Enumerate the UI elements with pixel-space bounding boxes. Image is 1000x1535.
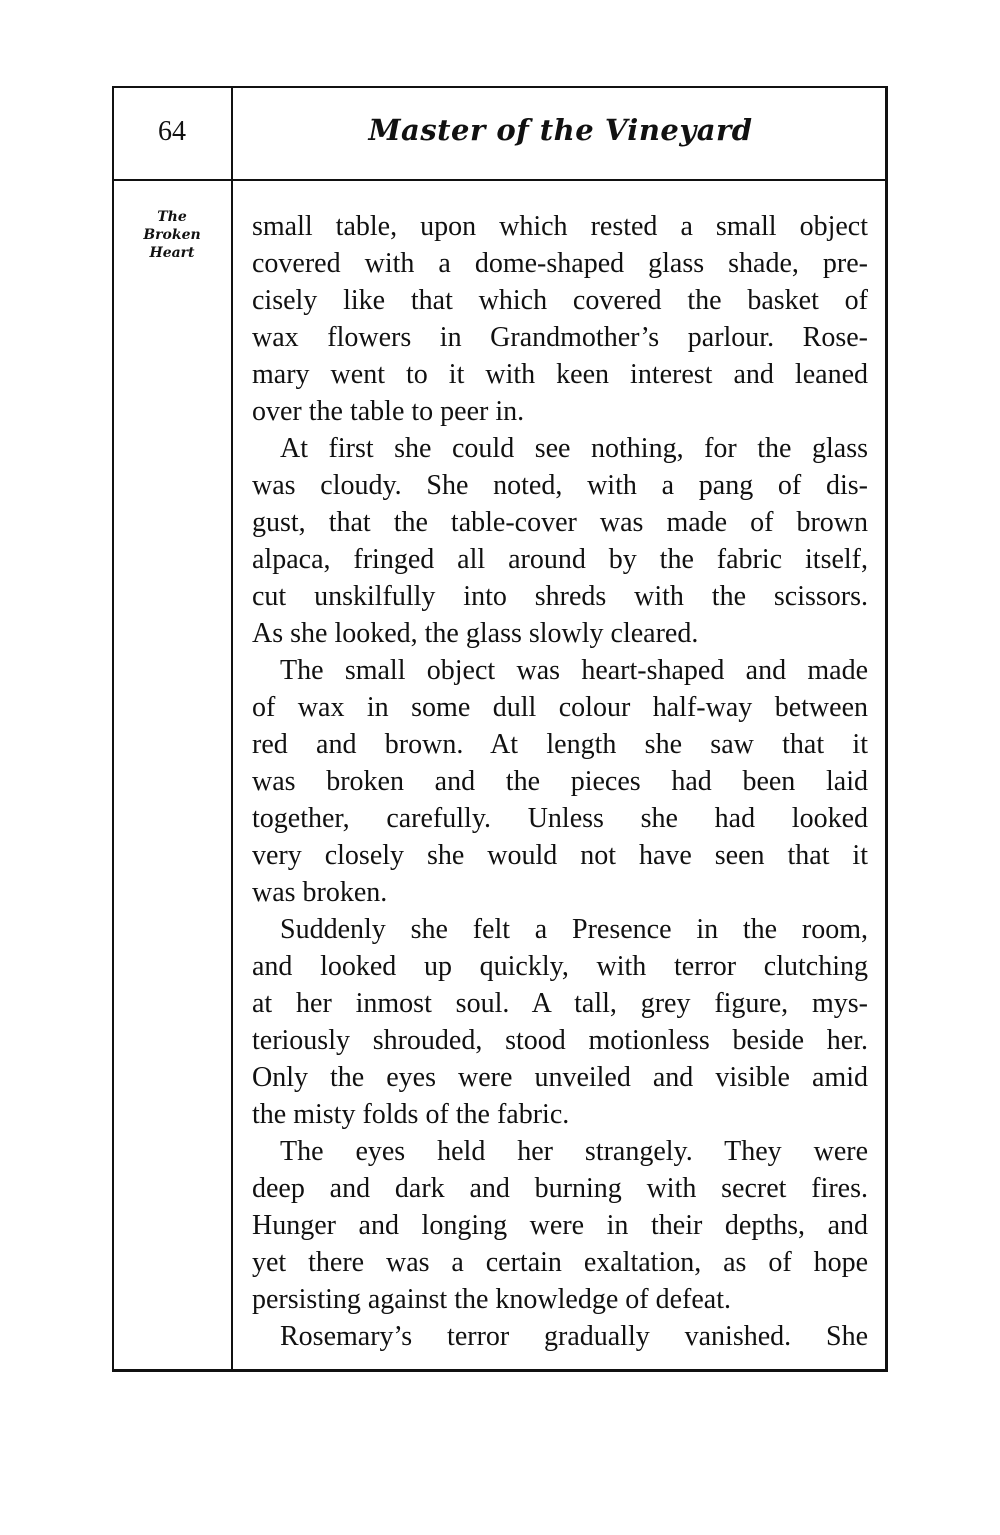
body-text (252, 208, 868, 1355)
text-line: gust, that the table-cover was made of brown (252, 507, 868, 538)
text-line: Hunger and longing were in their depths, and (252, 1210, 868, 1241)
text-line: red and brown. At length she saw that it (252, 729, 868, 760)
text-line: and looked up quickly, with terror clutching (252, 951, 868, 982)
text-line: deep and dark and burning with secret fires. (252, 1173, 868, 1204)
text-line: over the table to peer in. (252, 396, 525, 427)
text-line: Only the eyes were unveiled and visible amid (252, 1062, 868, 1093)
margin-note-line: Broken (143, 227, 201, 243)
text-line: Suddenly she felt a Presence in the room, (280, 914, 868, 945)
text-line: The small object was heart-shaped and made (280, 655, 868, 686)
margin-note (118, 208, 226, 262)
text-line: very closely she would not have seen that it (252, 840, 868, 871)
margin-note-line: Heart (149, 245, 195, 261)
text-line: was broken and the pieces had been laid (252, 766, 868, 797)
text-line: together, carefully. Unless she had looked (252, 803, 868, 834)
margin-note-line: The (157, 209, 187, 225)
running-title: Master of the Vineyard (368, 113, 753, 147)
text-line: At first she could see nothing, for the glass (280, 433, 868, 464)
text-line: at her inmost soul. A tall, grey figure, mys- (252, 988, 868, 1019)
text-line: small table, upon which rested a small object (252, 211, 868, 242)
text-line: yet there was a certain exaltation, as of hope (252, 1247, 868, 1278)
page-number: 64 (158, 116, 186, 147)
text-line: wax flowers in Grandmother’s parlour. Rose- (252, 322, 868, 353)
text-line: alpaca, fringed all around by the fabric itself, (252, 544, 868, 575)
text-line: Rosemary’s terror gradually vanished. She (280, 1321, 868, 1352)
column-divider (231, 86, 233, 1372)
text-line: persisting against the knowledge of defeat. (252, 1284, 731, 1315)
text-line: cisely like that which covered the basket of (252, 285, 868, 316)
text-line: mary went to it with keen interest and leaned (252, 359, 868, 390)
text-line: was broken. (252, 877, 388, 908)
text-line: As she looked, the glass slowly cleared. (252, 618, 699, 649)
text-line: was cloudy. She noted, with a pang of dis- (252, 470, 868, 501)
header-rule (112, 179, 888, 181)
text-line: teriously shrouded, stood motionless beside her. (252, 1025, 868, 1056)
text-line: the misty folds of the fabric. (252, 1099, 570, 1130)
text-line: The eyes held her strangely. They were (280, 1136, 868, 1167)
text-line: of wax in some dull colour half-way between (252, 692, 868, 723)
text-line: cut unskilfully into shreds with the scissors. (252, 581, 868, 612)
text-line: covered with a dome-shaped glass shade, pre- (252, 248, 868, 279)
